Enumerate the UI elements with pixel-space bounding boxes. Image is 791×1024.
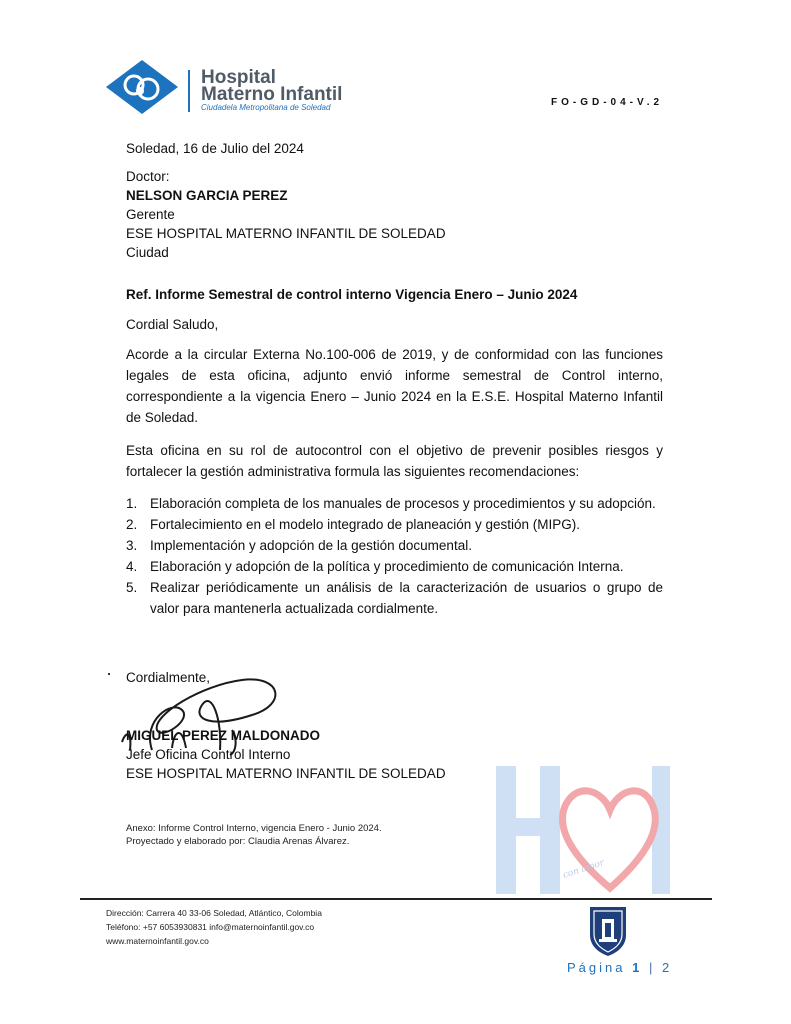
paragraph-recommendations-intro: Esta oficina en su rol de autocontrol con el objetivo de prevenir posibles riesgos y fortalecer la gestión administrativa formula las siguientes recomendaciones: bbox=[126, 443, 663, 479]
letter-date: Soledad, 16 de Julio del 2024 bbox=[126, 141, 304, 156]
logo-name-line1: Hospital bbox=[201, 67, 276, 88]
recipient-org: ESE HOSPITAL MATERNO INFANTIL DE SOLEDAD bbox=[126, 226, 446, 241]
prepared-by-line: Proyectado y elaborado por: Claudia Arenas Álvarez. bbox=[126, 836, 350, 847]
logo-divider bbox=[188, 70, 190, 112]
page-number bbox=[567, 960, 672, 975]
page-total: 2 bbox=[661, 960, 673, 975]
signer-org: ESE HOSPITAL MATERNO INFANTIL DE SOLEDAD bbox=[126, 766, 446, 781]
list-text: Elaboración completa de los manuales de procesos y procedimientos y su adopción. bbox=[150, 496, 656, 511]
institution-seal-icon bbox=[586, 903, 630, 957]
list-item bbox=[126, 514, 663, 535]
recommendations-list bbox=[126, 493, 663, 619]
recipient-block bbox=[126, 167, 446, 262]
signer-name: MIGUEL PEREZ MALDONADO bbox=[126, 728, 321, 743]
footer-divider bbox=[80, 898, 712, 900]
greeting: Cordial Saludo, bbox=[126, 317, 219, 332]
list-number: 4. bbox=[126, 559, 138, 574]
watermark-script: con amor bbox=[561, 858, 606, 881]
footer-phone-email: Teléfono: +57 6053930831 info@maternoinfantil.gov.co bbox=[106, 922, 315, 932]
recipient-name: NELSON GARCIA PEREZ bbox=[126, 188, 288, 203]
page-separator: | bbox=[648, 960, 656, 975]
signer-role: Jefe Oficina Control Interno bbox=[126, 747, 291, 762]
document-code: FO-GD-04-V.2 bbox=[551, 97, 664, 108]
page-label: Página bbox=[567, 960, 626, 975]
logo-subtitle: Ciudadela Metropolitana de Soledad bbox=[201, 103, 331, 112]
annex-notes bbox=[126, 822, 382, 848]
annex-line: Anexo: Informe Control Interno, vigencia Enero - Junio 2024. bbox=[126, 823, 382, 834]
hmi-watermark-logo bbox=[492, 760, 682, 900]
list-item bbox=[126, 493, 663, 514]
page-current: 1 bbox=[632, 960, 643, 975]
list-item bbox=[126, 535, 663, 556]
list-number: 2. bbox=[126, 517, 138, 532]
list-text: Elaboración y adopción de la política y procedimiento de comunicación Interna. bbox=[150, 559, 624, 574]
list-number: 5. bbox=[126, 580, 138, 595]
recipient-city: Ciudad bbox=[126, 245, 169, 260]
stray-mark bbox=[108, 673, 110, 675]
closing: Cordialmente, bbox=[126, 670, 211, 685]
list-item bbox=[126, 556, 663, 577]
hospital-logo-icon bbox=[104, 58, 180, 116]
logo-name-line2: Materno Infantil bbox=[201, 84, 343, 105]
list-text: Implementación y adopción de la gestión documental. bbox=[150, 538, 472, 553]
paragraph-intro: Acorde a la circular Externa No.100-006 de 2019, y de conformidad con las funciones legales de esta oficina, adjunto envió informe semestral de Control interno, correspondiente a la vigencia Enero – Junio 2024 en la E.S.E. Hospital Materno Infantil de Soledad. bbox=[126, 347, 663, 425]
list-item bbox=[126, 577, 663, 619]
list-text: Realizar periódicamente un análisis de la caracterización de usuarios o grupo de valor para mantenerla actualizada cordialmente. bbox=[150, 580, 663, 616]
list-number: 3. bbox=[126, 538, 138, 553]
footer-website: www.maternoinfantil.gov.co bbox=[106, 936, 209, 946]
list-text: Fortalecimiento en el modelo integrado de planeación y gestión (MIPG). bbox=[150, 517, 580, 532]
recipient-salutation: Doctor: bbox=[126, 169, 170, 184]
recipient-role: Gerente bbox=[126, 207, 175, 222]
signer-block bbox=[126, 726, 446, 783]
footer-contact bbox=[106, 906, 322, 948]
list-number: 1. bbox=[126, 496, 138, 511]
reference-line: Ref. Informe Semestral de control interno Vigencia Enero – Junio 2024 bbox=[126, 287, 578, 302]
footer-address: Dirección: Carrera 40 33-06 Soledad, Atlántico, Colombia bbox=[106, 908, 322, 918]
